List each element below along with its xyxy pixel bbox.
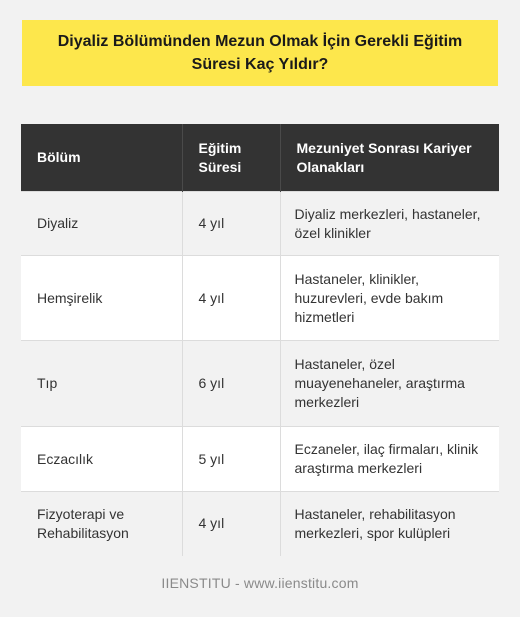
table-row [21, 192, 499, 256]
careers-cell: Hastaneler, klinikler, huzurevleri, evde bakım hizmetleri [280, 256, 499, 341]
careers-cell: Hastaneler, özel muayenehaneler, araştırma merkezleri [280, 341, 499, 427]
careers-cell: Hastaneler, rehabilitasyon merkezleri, spor kulüpleri [280, 492, 499, 556]
table-row [21, 427, 499, 492]
duration-cell: 5 yıl [182, 427, 280, 492]
table-row [21, 492, 499, 556]
department-cell: Eczacılık [21, 427, 182, 492]
department-cell: Diyaliz [21, 192, 182, 256]
careers-cell: Eczaneler, ilaç firmaları, klinik araştırma merkezleri [280, 427, 499, 492]
column-header-department: Bölüm [21, 124, 182, 192]
footer-credit: IIENSTITU - www.iienstitu.com [161, 575, 359, 591]
department-cell: Fizyoterapi ve Rehabilitasyon [21, 492, 182, 556]
title-box [22, 20, 498, 86]
duration-cell: 4 yıl [182, 492, 280, 556]
department-cell: Hemşirelik [21, 256, 182, 341]
column-header-duration: Eğitim Süresi [182, 124, 280, 192]
department-cell: Tıp [21, 341, 182, 427]
column-header-careers: Mezuniyet Sonrası Kariyer Olanakları [280, 124, 499, 192]
education-table [21, 124, 499, 556]
page-title: Diyaliz Bölümünden Mezun Olmak İçin Gerekli Eğitim Süresi Kaç Yıldır? [57, 33, 463, 73]
duration-cell: 4 yıl [182, 256, 280, 341]
table-row [21, 341, 499, 427]
table-row [21, 256, 499, 341]
duration-cell: 4 yıl [182, 192, 280, 256]
duration-cell: 6 yıl [182, 341, 280, 427]
table-header-row [21, 124, 499, 192]
careers-cell: Diyaliz merkezleri, hastaneler, özel klinikler [280, 192, 499, 256]
